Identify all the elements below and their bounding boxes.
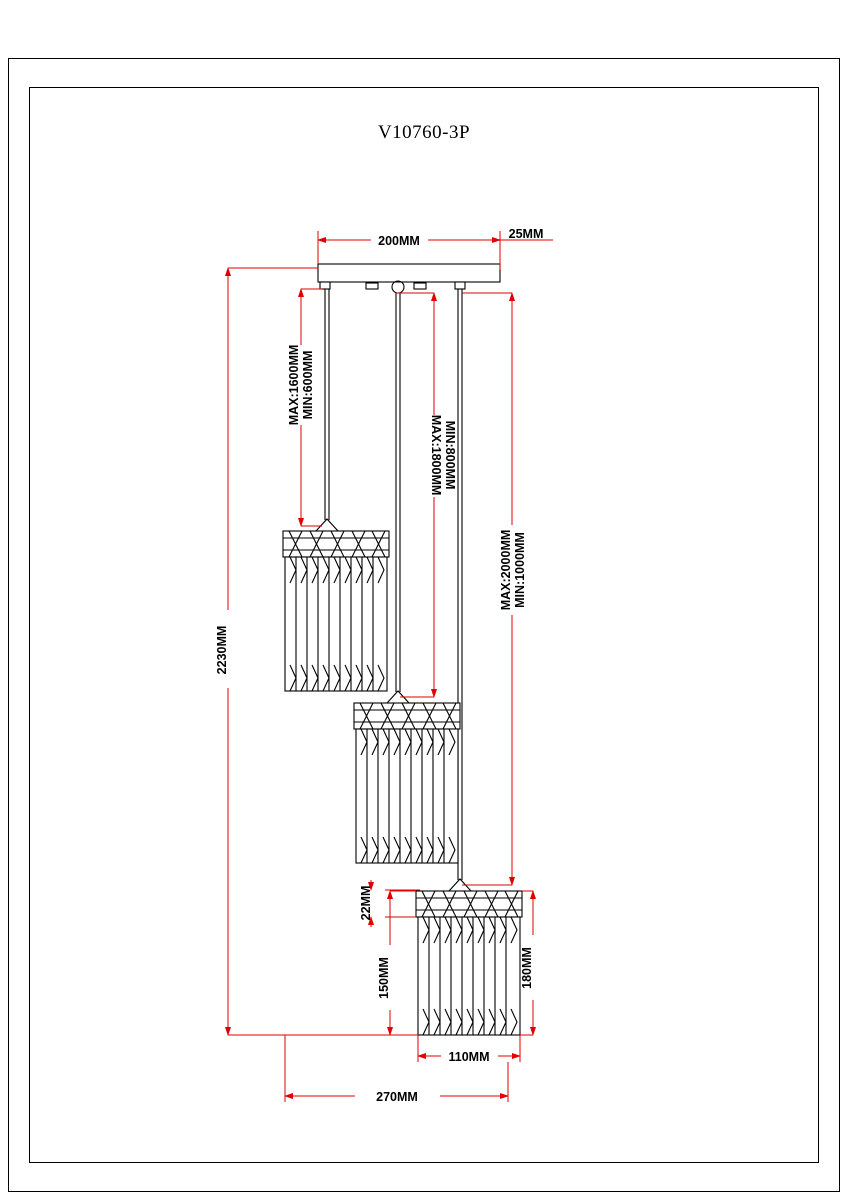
dim-canopy-width: 200MM [378,234,420,248]
dim-shade-width: 110MM [448,1050,490,1064]
dim-canopy-thickness: 25MM [508,227,544,241]
dim-drop1-max: MAX:1600MM [287,344,301,426]
dim-drop3-max: MAX:2000MM [499,529,513,611]
dim-drop2-min: MIN:800MM [443,420,457,490]
dim-drop1-min: MIN:600MM [301,350,315,420]
dim-shade-gap: 22MM [359,885,373,921]
dim-overall-width: 270MM [376,1090,418,1104]
dim-shade-height-small: 150MM [377,957,391,999]
dim-drop3-min: MIN:1000MM [513,532,527,608]
page-title: V10760-3P [377,122,471,143]
product-geometry [283,264,522,1035]
dim-shade-height-large: 180MM [520,947,534,989]
dim-total-height: 2230MM [215,625,229,675]
dim-drop2-max: MAX:1800MM [429,414,443,496]
